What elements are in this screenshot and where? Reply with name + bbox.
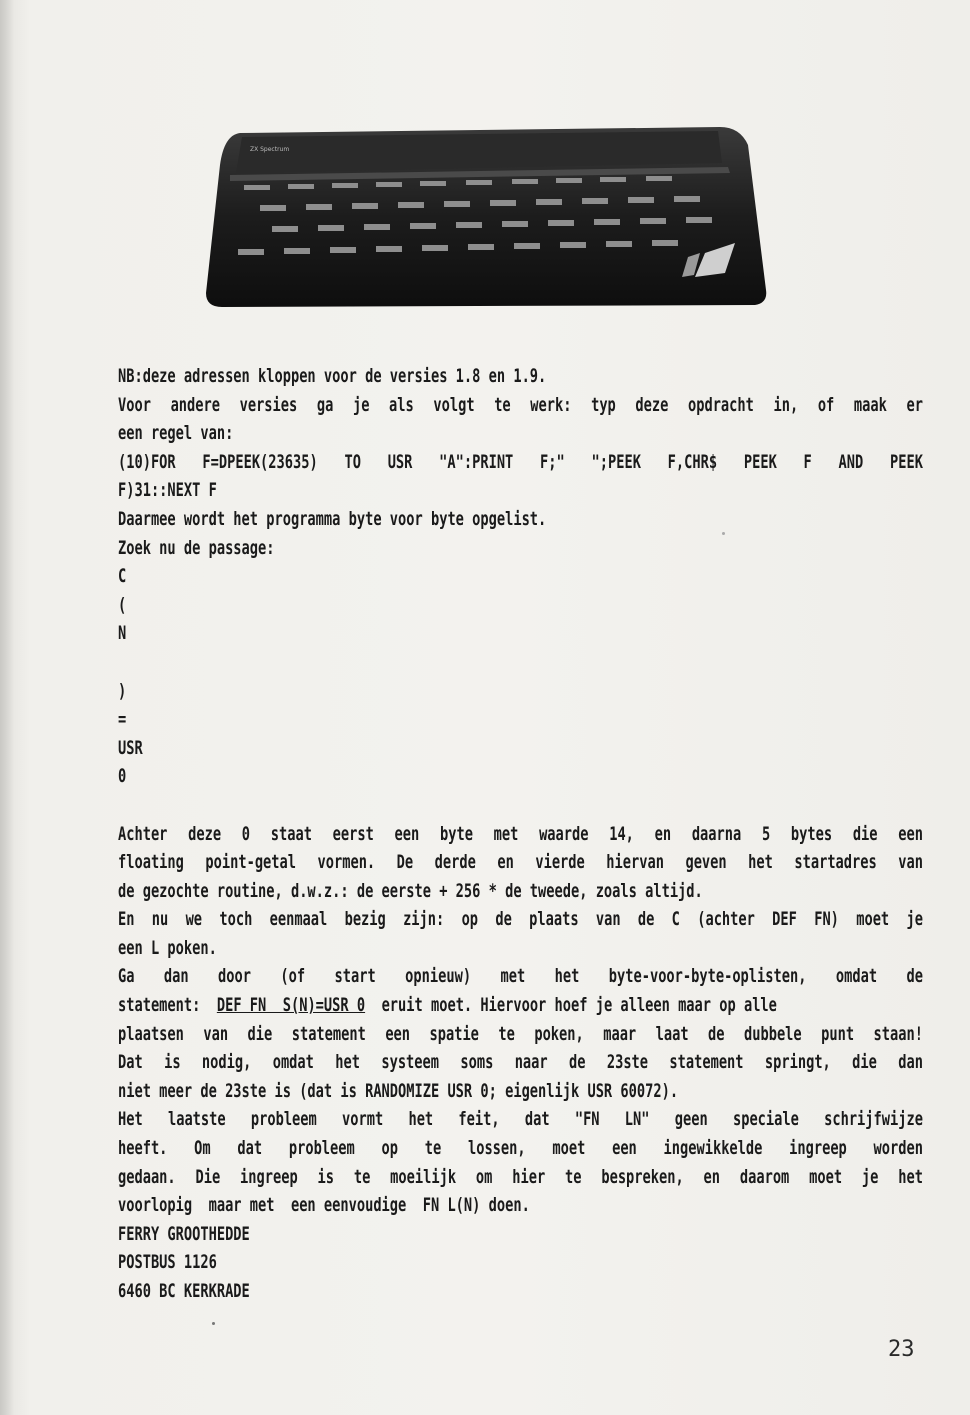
text-segment: statement: — [118, 994, 217, 1017]
brand-label: ZX Spectrum — [250, 146, 290, 153]
article-text — [118, 362, 923, 1306]
page-edge-shadow — [0, 0, 14, 1415]
passage-char: ( — [118, 593, 127, 616]
text-line: een regel van: — [118, 422, 234, 445]
passage-char: 0 — [118, 765, 127, 788]
passage-char: USR — [118, 736, 143, 759]
code-line: (10)FOR F=DPEEK(23635) TO USR "A":PRINT F;" ";PEEK F,CHR$ PEEK F AND PEEK — [118, 450, 923, 473]
text-line: NB:deze adressen kloppen voor de versies 1.8 en 1.9. — [118, 365, 547, 387]
underlined-statement: DEF FN S(N)=USR 0 — [216, 994, 366, 1017]
zx-spectrum-photo — [200, 125, 770, 310]
passage-char: N — [118, 622, 127, 645]
text-line: Dat is nodig, omdat het systeem soms naar de 23ste statement springt, die dan — [118, 1051, 923, 1074]
text-line: Het laatste probleem vormt het feit, dat "FN LN" geen speciale schrijfwijze — [118, 1108, 923, 1131]
passage-char: = — [118, 708, 127, 731]
passage-char: ) — [118, 679, 127, 702]
text-line: de gezochte routine, d.w.z.: de eerste + 256 * de tweede, zoals altijd. — [118, 879, 703, 902]
signature-city: 6460 BC KERKRADE — [118, 1280, 250, 1302]
text-line — [118, 991, 923, 1020]
text-line: Achter deze 0 staat eerst een byte met waarde 14, en daarna 5 bytes die een — [118, 822, 923, 845]
text-line: Zoek nu de passage: — [118, 536, 275, 559]
text-line: een L poken. — [118, 936, 217, 959]
text-line: floating point-getal vormen. De derde en vierde hiervan geven het startadres van — [118, 851, 923, 874]
text-line: heeft. Om dat probleem op te lossen, moet een ingewikkelde ingreep worden — [118, 1137, 923, 1160]
text-line: voorlopig maar met een eenvoudige FN L(N) doen. — [118, 1194, 530, 1217]
text-line: Daarmee wordt het programma byte voor byte opgelist. — [118, 507, 547, 530]
text-segment: eruit moet. Hiervoor hoef je alleen maar op alle — [365, 994, 777, 1017]
speck — [212, 1322, 215, 1325]
text-line: gedaan. Die ingreep is te moeilijk om hier te bespreken, en daarom moet je het — [118, 1165, 923, 1188]
text-line: Voor andere versies ga je als volgt te werk: typ deze opdracht in, of maak er — [118, 393, 923, 416]
text-line: plaatsen van die statement een spatie te poken, maar laat de dubbele punt staan! — [118, 1022, 923, 1045]
signature-name: FERRY GROOTHEDDE — [118, 1222, 250, 1245]
speck — [722, 532, 725, 535]
page-number: 23 — [888, 1337, 915, 1362]
text-line: En nu we toch eenmaal bezig zijn: op de plaats van de C (achter DEF FN) moet je — [118, 908, 923, 931]
passage-char: C — [118, 565, 127, 588]
code-line: F)31::NEXT F — [118, 479, 217, 502]
text-line: niet meer de 23ste is (dat is RANDOMIZE USR 0; eigenlijk USR 60072). — [118, 1079, 679, 1102]
signature-address: POSTBUS 1126 — [118, 1251, 217, 1274]
text-line: Ga dan door (of start opnieuw) met het byte-voor-byte-oplisten, omdat de — [118, 965, 923, 988]
